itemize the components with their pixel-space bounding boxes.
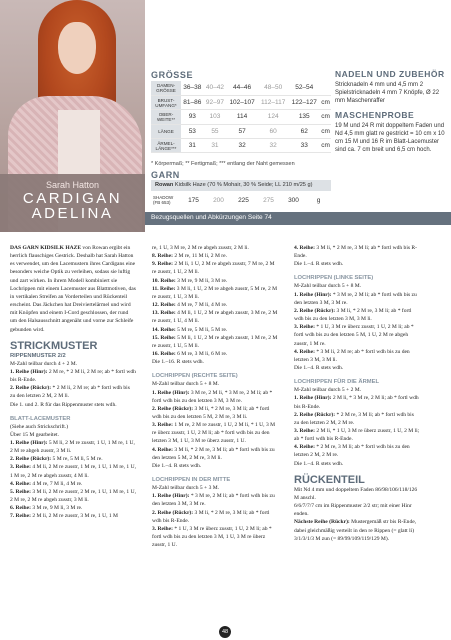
size-cell: 102–107 <box>226 95 258 109</box>
instruction-line <box>152 326 278 334</box>
instruction-row-text: 4 M re, 7 M li, 4 M re. <box>175 302 228 309</box>
instruction-row-text: 3 M li, * 2 M re, 3 M li; ab * fortl wdh bis zu den letzten 5 M, 2 M re, 3 M li. <box>152 405 270 420</box>
instruction-line <box>152 350 278 358</box>
size-row <box>151 124 331 138</box>
instruction-line <box>10 463 136 479</box>
instruction-line <box>152 446 278 462</box>
yarn-quantity-cell: 275 <box>263 196 274 204</box>
size-cell: 32 <box>226 139 258 153</box>
size-row-label: LÄNGE <box>151 124 181 138</box>
instruction-row-label: Nächste Reihe (Rückr): <box>294 519 350 526</box>
instruction-row-text: * 1 U, 3 M re überz zusstr, 1 U, 2 M li; ab * fortl wdh bis zu den letzten 5 M, 1 U, 2 M re abgeh zusstr, 1 M re. <box>294 324 414 347</box>
instruction-line <box>152 421 278 445</box>
instruction-line <box>10 455 136 463</box>
instruction-line <box>294 244 420 260</box>
maschenprobe-text: 19 M und 24 R mit doppeltem Faden und Nd 4,5 mm glatt re gestrickt = 10 cm x 10 cm 15 M und 16 R im Blatt-Lacemuster sind ca. 7 cm breit und 6,5 cm hoch. <box>335 122 445 154</box>
blatt-continued <box>152 244 278 366</box>
instruction-row-text: 2 M li, * 1 U, 3 M re überz zusstr, 1 U, 2 M li; ab * fortl wdh bis R-Ende. <box>294 427 420 443</box>
yarn-quantity-row <box>151 191 331 209</box>
instruction-row-text: 4 M li, 1 U, 2 M re abgeh zusstr, 3 M re, 2 M re zusstr, 1 U, 4 M li. <box>152 310 278 325</box>
yarn-desc-text: Kidsilk Haze (70 % Mohair, 30 % Seide; LL 210 m/25 g) <box>174 182 313 188</box>
instruction-line: M-Zahl teilbar durch 5 + 8 M. <box>294 283 362 290</box>
instruction-line: M-Zahl teilbar durch 5 + 3 M. <box>152 485 220 492</box>
yarn-table <box>151 180 331 210</box>
instruction-row-text: * 1 U, 3 M re überz zusstr, 1 U, 2 M li; ab * fortl wdh bis zu den letzten 3 M, 1 U, 3 M re überz zusstr, 1 U. <box>152 525 272 549</box>
instruction-row-label: 10. Reihe: <box>152 277 176 284</box>
instruction-row-label: 2. Reihe (Rückr): <box>152 509 194 516</box>
instruction-row-text: 4 M re, 7 M li, 4 M re. <box>30 480 83 487</box>
instruction-line <box>294 394 420 410</box>
instruction-row-text: 3 M li, 1 U, 2 M re abgeh zusstr, 5 M re, 2 M re zusstr, 1 U, 3 M li. <box>152 285 278 300</box>
instruction-row-text: * 2 M re, 3 M li; ab * fortl wdh bis zu den letzten 2 M, 2 M re. <box>294 444 410 459</box>
size-cell: 36–38 <box>181 81 204 95</box>
size-unit: cm <box>320 139 331 153</box>
size-cell: 44–46 <box>226 81 258 95</box>
instruction-row-text: * 2 M li, 2 M re; ab * fortl wdh bis zu den letzten 2 M, 2 M li. <box>10 385 130 400</box>
instruction-row-text: 4 M li, 2 M re zusstr, 1 M re, 1 U, 1 M re, 1 U, 1 M re, 2 M re abgeh zusstr, 4 M li. <box>10 464 136 479</box>
yarn-quantity-cell: 175 <box>188 196 199 204</box>
instruction-row-text: 5 M li, 2 M re zusstr, 1 U, 1 M re, 1 U, 2 M re abgeh zusstr, 3 M li. <box>10 439 135 455</box>
instruction-row-text: 3 M re, 2 M li, * 3 M re, 2 M li; ab * fortl wdh bis zu den letzten 3 M, 3 M re. <box>152 389 273 404</box>
instruction-line: re, 1 U, 3 M re, 2 M re abgeh zusstr, 2 M li. <box>152 245 249 251</box>
instruction-line: Die 1. und 2. R für das Rippenmuster stets wdh. <box>10 401 117 408</box>
rueckenteil-instructions <box>294 486 420 543</box>
instruction-row-label: 4. Reihe: <box>10 480 31 487</box>
lochrippen-aermel-heading: LOCHRIPPEN FÜR DIE ÄRMEL <box>294 379 380 386</box>
instruction-line <box>10 504 136 512</box>
instruction-row-label: 1. Reihe (Hinr): <box>294 291 332 298</box>
title-line-1: CARDIGAN <box>22 190 123 207</box>
instruction-row-label: 9. Reihe: <box>152 261 173 268</box>
instruction-row-label: 1. Reihe (Hinr): <box>10 368 48 375</box>
intro-bold: DAS GARN KIDSILK HAZE <box>10 245 82 251</box>
blatt-heading: BLATT-LACEMUSTER <box>10 415 71 422</box>
instruction-row-text: * 3 M re, 2 M li; ab * fortl wdh bis zu den letzten 3 M, 3 M re. <box>294 291 417 306</box>
instruction-row-text: 5 M re, 5 M li, 5 M re. <box>51 456 103 463</box>
size-cell: 52–54 <box>288 81 320 95</box>
instruction-row-label: 3. Reihe: <box>10 464 31 471</box>
instruction-line <box>10 512 136 520</box>
size-cell: 33 <box>288 139 320 153</box>
instruction-row-text: 2 M li, * 3 M re, 2 M li; ab * fortl wdh bis R-Ende. <box>294 395 419 410</box>
instruction-row-text: 6 M re, 3 M li, 6 M re. <box>175 351 228 358</box>
instruction-row-label: 2. Reihe (Rückr): <box>152 405 194 412</box>
reference-bar-text: Bezugsquellen und Abkürzungen Seite 74 <box>151 214 272 221</box>
size-cell: 53 <box>181 124 204 138</box>
instruction-line <box>294 323 420 347</box>
instruction-line <box>152 277 278 285</box>
size-cell: 103 <box>204 110 227 124</box>
instruction-line: Mit Nd 4 mm und doppeltem Faden 86/98/106/118/126 M anschl. <box>294 486 418 501</box>
yarn-quantity-cell: 225 <box>238 196 249 204</box>
instruction-line <box>294 307 420 323</box>
instruction-line <box>152 405 278 421</box>
yarn-quantity-cell: 300 <box>288 196 299 204</box>
instruction-line <box>10 384 136 400</box>
instruction-line <box>152 509 278 525</box>
size-cell: 114 <box>226 110 258 124</box>
instruction-row-label: 14. Reihe: <box>152 326 176 333</box>
instruction-row-text: 3 M li, 2 M re zusstr, 2 M re, 1 U, 1 M re, 1 U, 2 M re, 2 M re abgeh zusstr, 3 M li. <box>10 488 136 504</box>
instruction-row-label: 4. Reihe: <box>294 348 315 355</box>
instruction-line <box>152 260 278 276</box>
rippen-heading: RIPPENMUSTER 2/2 <box>10 352 66 359</box>
instruction-row-text: 2 M re, 11 M li, 2 M re. <box>172 253 227 260</box>
instruction-line: M-Zahl teilbar durch 5 + 2 M. <box>294 387 362 394</box>
instruction-line: Die 1.–16. R stets wdh. <box>152 359 204 366</box>
instruction-row-label: 1. Reihe (Hinr): <box>152 493 190 500</box>
size-row <box>151 81 331 95</box>
instruction-line <box>10 488 136 504</box>
instruction-row-label: 7. Reihe: <box>10 513 31 520</box>
strickmuster-heading: STRICKMUSTER <box>10 339 98 352</box>
size-cell: 93 <box>181 110 204 124</box>
size-cell: 31 <box>204 139 227 153</box>
blatt-instructions <box>10 423 136 521</box>
instruction-line <box>152 301 278 309</box>
size-cell: 112–117 <box>258 95 288 109</box>
instruction-row-label: 12. Reihe: <box>152 302 176 309</box>
instruction-row-text: Mustergemäß str bis R-Ende, dabei gleichmäßig verteilt in den re Rippen (= glatt li) 3/1/3/1/3 M zun (= 89/99/109/119/129 M). <box>294 519 417 542</box>
size-cell: 57 <box>226 124 258 138</box>
yarn-description <box>151 180 331 191</box>
instruction-row-text: 3 M li, * 2 M re, 3 M li; ab * fortl wdh bis zu den letzten 5 M, 2 M re, 3 M li. <box>152 446 275 461</box>
instruction-row-label: 1. Reihe (Hinr): <box>152 389 190 396</box>
size-row-label: BRUST-UMFANG* <box>151 95 181 109</box>
instruction-line <box>294 443 420 459</box>
lochrippen-mitte-heading: LOCHRIPPEN IN DER MITTE <box>152 477 231 484</box>
instruction-row-label: 16. Reihe: <box>152 351 176 358</box>
instruction-row-label: 2. Reihe (Rückr): <box>10 456 52 463</box>
text-column-2 <box>152 244 278 549</box>
instruction-row-label: 4. Reihe: <box>152 446 173 453</box>
instruction-line <box>294 291 420 307</box>
size-unit: cm <box>320 124 331 138</box>
instruction-row-text: 2 M re, * 2 M li, 2 M re; ab * fortl wdh bis R-Ende. <box>10 368 136 384</box>
instruction-row-label: 2. Reihe (Rückr): <box>294 411 336 418</box>
size-footnote: * Körpermaß; ** Fertigmaß; *** entlang der Naht gemessen <box>151 161 295 167</box>
instruction-row-text: 3 M li, * 2 M re, 3 M li; ab * fortl wdh bis R-Ende. <box>294 245 417 260</box>
size-cell: 32 <box>258 139 288 153</box>
instruction-line <box>152 525 278 549</box>
size-table-body <box>151 81 331 153</box>
yarn-quantity-cell: 200 <box>213 196 224 204</box>
lochrippen-links-instructions <box>294 282 420 372</box>
instruction-line: Die 1.–4. R stets wdh. <box>294 365 344 372</box>
instruction-row-text: 5 M li, 1 U, 2 M re abgeh zusstr, 1 M re, 2 M re zusstr, 1 U, 5 M li. <box>152 334 278 349</box>
size-cell: 60 <box>258 124 288 138</box>
instruction-row-label: 2. Reihe (Rückr): <box>10 385 52 392</box>
size-unit <box>320 81 331 95</box>
instruction-line: Die 1.–4. R stets wdh. <box>152 462 202 469</box>
size-row <box>151 95 331 109</box>
size-cell: 55 <box>204 124 227 138</box>
instruction-row-label: 15. Reihe: <box>152 334 176 341</box>
size-cell: 135 <box>288 110 320 124</box>
instruction-row-label: 3. Reihe: <box>294 324 315 331</box>
instruction-row-text: 3 M li, * 2 M re, 3 M li; ab * fortl wdh bis zu den letzten 3 M, 3 M li. <box>294 307 412 323</box>
instruction-row-label: 4. Reihe: <box>294 444 315 451</box>
text-column-1 <box>10 244 136 521</box>
intro-text: von Rowan ergibt ein herrlich flauschiges Gestrick. Deshalb hat Sarah Hatton es verwendet, um den Lacemustern ihres Cardigans eine besonders weiche Optik zu verleihen, sodass sie luftig und zart wirken. In ihrem Modell kombiniert sie Lochrippen mit einem Lacemuster aus Blattmotiven, das in vertikalen Streifen an Vorderteilen und Rückenteil erscheint. Das Jäckchen hat Dreiviertelärmel und wird mit Knöpfen und einem I-Cord geschlossen, der rund um den Halsausschnitt angenäht und vorne zur Schleife gebunden wird. <box>10 245 136 333</box>
instruction-line: M-Zahl teilbar durch 5 + 8 M. <box>152 381 220 388</box>
instruction-line <box>10 439 136 455</box>
lochrippen-mitte-instructions <box>152 484 278 549</box>
instruction-line <box>294 518 420 542</box>
instruction-row-text: 3 M li, * 2 M re, 3 M li; ab * fortl wdh bis R-Ende. <box>152 509 270 524</box>
size-table <box>151 81 331 153</box>
garn-heading: GARN <box>151 170 180 180</box>
rueckenteil-heading: RÜCKENTEIL <box>294 473 365 486</box>
instruction-row-label: 8. Reihe: <box>152 253 173 260</box>
yarn-unit: g <box>316 196 321 204</box>
size-cell: 48–50 <box>258 81 288 95</box>
lochrippen-links-heading: LOCHRIPPEN (LINKE SEITE) <box>294 275 374 282</box>
size-row-label: ÄRMEL-LÄNGE*** <box>151 139 181 153</box>
instruction-line <box>294 348 420 364</box>
instruction-row-text: 2 M li, 2 M re zusstr, 3 M re, 1 U, 1 M <box>30 513 118 520</box>
yarn-brand: Rowan <box>155 182 174 188</box>
designer-name: Sarah Hatton <box>45 180 100 190</box>
lochrippen-rechts-instructions <box>152 380 278 470</box>
size-unit: cm <box>320 95 331 109</box>
instruction-line: (Siehe auch Strickschrift.) <box>10 423 69 430</box>
size-row-label: DAMEN-GRÖSSE <box>151 81 181 95</box>
instruction-row-text: * 2 M re, 3 M li; ab * fortl wdh bis zu den letzten 2 M, 2 M re. <box>294 411 414 426</box>
instruction-row-label: 11. Reihe: <box>152 285 176 292</box>
instruction-row-text: 1 M re, 2 M re zusstr, 1 U, 2 M li, * 1 U, 3 M re überz zusstr, 1 U, 2 M li; ab * fortl wdh bis zu den letzten 3 M, 1 U, 3 M re überz zusstr, 1 U. <box>152 422 276 445</box>
nadeln-heading: NADELN UND ZUBEHÖR <box>335 69 445 79</box>
size-cell: 40–42 <box>204 81 227 95</box>
instruction-row-label: 2. Reihe (Rückr): <box>294 307 336 314</box>
instruction-row-label: 1. Reihe (Hinr): <box>10 439 48 446</box>
title-line-2: ADELINA <box>31 205 114 222</box>
instruction-row-text: * 3 M re, 2 M li; ab * fortl wdh bis zu den letzten 3 M, 3 M re. <box>152 493 275 508</box>
size-cell: 62 <box>288 124 320 138</box>
size-row <box>151 139 331 153</box>
instruction-line <box>152 309 278 325</box>
instruction-line <box>152 492 278 508</box>
pattern-title <box>0 191 145 221</box>
instruction-row-text: 3 M re, 9 M li, 3 M re. <box>30 505 83 512</box>
size-cell: 124 <box>258 110 288 124</box>
instruction-row-label: 3. Reihe: <box>152 422 173 429</box>
intro-paragraph <box>10 244 136 334</box>
size-cell: 92–97 <box>204 95 227 109</box>
instruction-row-text: * 3 M li, 2 M re; ab * fortl wdh bis zu den letzten 3 M, 3 M li. <box>294 348 410 363</box>
instruction-line <box>152 389 278 405</box>
instruction-line <box>10 480 136 488</box>
nadeln-text: Stricknadeln 4 mm und 4,5 mm 2 Spielstricknadeln 4 mm 7 Knöpfe, Ø 22 mm Maschenraffer <box>335 82 440 105</box>
maschenprobe-heading: MASCHENPROBE <box>335 109 415 120</box>
groesse-heading: GRÖSSE <box>151 70 194 80</box>
instruction-line <box>152 252 278 260</box>
size-unit: cm <box>320 110 331 124</box>
lochrippen-rechts-heading: LOCHRIPPEN (RECHTE SEITE) <box>152 373 238 380</box>
photo-face-shape <box>58 22 96 74</box>
instruction-row-label: 3. Reihe: <box>152 525 173 532</box>
instruction-row-label: 6. Reihe: <box>10 505 31 512</box>
size-row-label: OBER-WEITE** <box>151 110 181 124</box>
instruction-line <box>152 285 278 301</box>
size-cell: 81–86 <box>181 95 204 109</box>
materials-column <box>335 70 447 154</box>
yarn-shade-label: SHADOW (FB 653) <box>153 195 174 205</box>
rippen-instructions <box>10 360 136 409</box>
instruction-row-text: 2 M li, 1 U, 2 M re abgeh zusstr, 7 M re, 2 M re zusstr, 1 U, 2 M li. <box>152 261 275 276</box>
instruction-row-text: 3 M re, 9 M li, 3 M re. <box>175 277 228 284</box>
instruction-row-text: 5 M re, 5 M li, 5 M re. <box>175 326 228 333</box>
instruction-line: Über 15 M gearbeitet. <box>10 431 59 438</box>
instruction-row-label: 5. Reihe: <box>10 488 31 495</box>
instruction-row-label: 4. Reihe: <box>294 245 315 251</box>
lochrippen-mitte-continued <box>294 244 420 268</box>
instruction-row-label: 13. Reihe: <box>152 310 176 317</box>
instruction-line: 6/6/7/7/7 cm im Rippenmuster 2/2 str; mit einer Hinr enden. <box>294 503 412 518</box>
instruction-line <box>294 427 420 443</box>
instruction-line: Die 1.–4. R stets wdh. <box>294 460 344 467</box>
size-row <box>151 110 331 124</box>
page-number: 48 <box>219 626 231 638</box>
instruction-row-label: 1. Reihe (Hinr): <box>294 395 332 402</box>
instruction-line <box>10 368 136 384</box>
instruction-line: M-Zahl teilbar durch 4 + 2 M. <box>10 360 78 367</box>
text-column-3 <box>294 244 420 543</box>
instruction-line <box>152 334 278 350</box>
instruction-line <box>294 411 420 427</box>
lochrippen-aermel-instructions <box>294 386 420 468</box>
instruction-line: Die 1.–4. R stets wdh. <box>294 261 344 268</box>
size-cell: 122–127 <box>288 95 320 109</box>
size-cell: 31 <box>181 139 204 153</box>
instruction-row-label: 3. Reihe: <box>294 427 315 434</box>
